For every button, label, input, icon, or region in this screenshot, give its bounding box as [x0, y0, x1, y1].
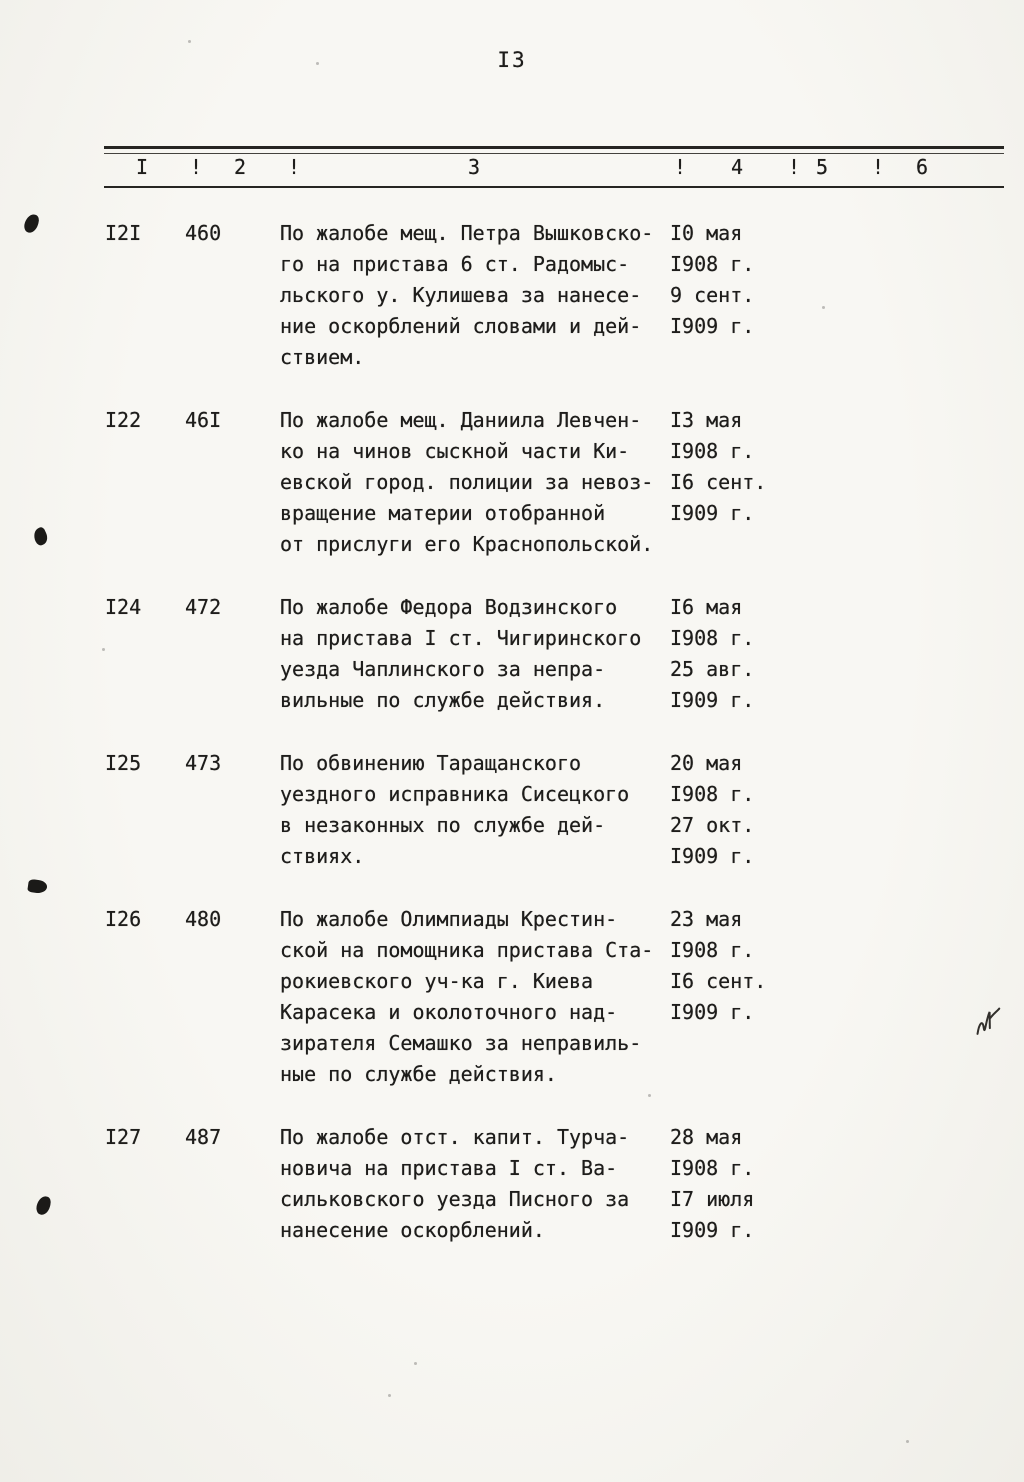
date-line: 20 мая: [670, 751, 743, 775]
header-col-6: 6: [916, 155, 929, 179]
date-line: I6 сент.: [670, 969, 767, 993]
scan-speck: [414, 1362, 417, 1365]
description-line: Карасека и околоточного над-: [280, 1000, 618, 1024]
date-line: 9 сент.: [670, 283, 755, 307]
date-line: 23 мая: [670, 907, 743, 931]
description-line: го на пристава 6 ст. Радомыс-: [280, 252, 630, 276]
entry-description: [280, 218, 670, 373]
description-line: По жалобе мещ. Даниила Левчен-: [280, 408, 642, 432]
entry-number: I24: [105, 595, 142, 619]
entry-file-number: 473: [185, 751, 222, 775]
description-line: вращение материи отобранной: [280, 501, 606, 525]
entry-dates: [670, 904, 890, 1090]
description-line: По жалобе Олимпиады Крестин-: [280, 907, 618, 931]
table-top-rule: [104, 146, 1004, 149]
header-separator: !: [674, 155, 687, 179]
entry-number: I22: [105, 408, 142, 432]
date-line: 27 окт.: [670, 813, 755, 837]
entry-description: [280, 1122, 670, 1246]
table-row: [0, 904, 1024, 1090]
entry-description: [280, 592, 670, 716]
table-row: [0, 592, 1024, 716]
entry-file-number: 460: [185, 221, 222, 245]
date-line: I908 г.: [670, 938, 755, 962]
scan-speck: [388, 1394, 391, 1397]
description-line: уезда Чаплинского за непра-: [280, 657, 606, 681]
description-line: на пристава I ст. Чигиринского: [280, 626, 642, 650]
entry-number: I26: [105, 907, 142, 931]
date-line: I908 г.: [670, 626, 755, 650]
table-body: [0, 218, 1024, 1278]
description-line: ные по службе действия.: [280, 1062, 557, 1086]
page-number: I3: [497, 48, 527, 72]
entry-description: [280, 748, 670, 872]
description-line: рокиевского уч-ка г. Киева: [280, 969, 594, 993]
header-col-3: 3: [468, 155, 481, 179]
entry-number: I2I: [105, 221, 142, 245]
description-line: зирателя Семашко за неправиль-: [280, 1031, 642, 1055]
entry-description: [280, 904, 670, 1090]
entry-number: I27: [105, 1125, 142, 1149]
date-line: I3 мая: [670, 408, 743, 432]
description-line: новича на пристава I ст. Ва-: [280, 1156, 618, 1180]
description-line: По жалобе мещ. Петра Вышковско-: [280, 221, 654, 245]
entry-dates: [670, 218, 890, 373]
description-line: По жалобе отст. капит. Турча-: [280, 1125, 630, 1149]
date-line: I909 г.: [670, 1000, 755, 1024]
description-line: евской город. полиции за невоз-: [280, 470, 654, 494]
header-separator: !: [288, 155, 301, 179]
scan-speck: [648, 1094, 651, 1097]
description-line: ствием.: [280, 345, 365, 369]
description-line: сильковского уезда Писного за: [280, 1187, 630, 1211]
entry-description: [280, 405, 670, 560]
entry-number: I25: [105, 751, 142, 775]
date-line: I908 г.: [670, 252, 755, 276]
header-col-5: 5: [816, 155, 829, 179]
header-col-1: I: [136, 155, 149, 179]
entry-file-number: 472: [185, 595, 222, 619]
description-line: в незаконных по службе дей-: [280, 813, 606, 837]
scan-speck: [188, 40, 191, 43]
date-line: 28 мая: [670, 1125, 743, 1149]
date-line: I908 г.: [670, 1156, 755, 1180]
date-line: I909 г.: [670, 501, 755, 525]
table-row: [0, 1122, 1024, 1246]
description-line: от прислуги его Краснопольской.: [280, 532, 654, 556]
header-separator: !: [872, 155, 885, 179]
description-line: ствиях.: [280, 844, 365, 868]
description-line: ко на чинов сыскной части Ки-: [280, 439, 630, 463]
description-line: вильные по службе действия.: [280, 688, 606, 712]
date-line: 25 авг.: [670, 657, 755, 681]
description-line: льского у. Кулишева за нанесе-: [280, 283, 642, 307]
description-line: ние оскорблений словами и дей-: [280, 314, 642, 338]
date-line: I909 г.: [670, 844, 755, 868]
table-header-rule: [104, 186, 1004, 188]
date-line: I6 сент.: [670, 470, 767, 494]
date-line: I0 мая: [670, 221, 743, 245]
entry-file-number: 46I: [185, 408, 222, 432]
table-row: [0, 748, 1024, 872]
description-line: По обвинению Таращанского: [280, 751, 582, 775]
scan-speck: [316, 62, 319, 65]
date-line: I908 г.: [670, 439, 755, 463]
description-line: уездного исправника Сисецкого: [280, 782, 630, 806]
description-line: ской на помощника пристава Ста-: [280, 938, 654, 962]
entry-dates: [670, 748, 890, 872]
date-line: I909 г.: [670, 688, 755, 712]
description-line: нанесение оскорблений.: [280, 1218, 545, 1242]
entry-file-number: 487: [185, 1125, 222, 1149]
table-row: [0, 405, 1024, 560]
scan-speck: [102, 648, 105, 651]
entry-dates: [670, 1122, 890, 1246]
scan-speck: [906, 1440, 909, 1443]
entry-file-number: 480: [185, 907, 222, 931]
header-separator: !: [788, 155, 801, 179]
entry-dates: [670, 592, 890, 716]
table-top-rule-second: [104, 153, 1004, 154]
table-row: [0, 218, 1024, 373]
date-line: I909 г.: [670, 314, 755, 338]
entry-dates: [670, 405, 890, 560]
scan-speck: [822, 306, 825, 309]
date-line: I908 г.: [670, 782, 755, 806]
date-line: I6 мая: [670, 595, 743, 619]
header-separator: !: [190, 155, 203, 179]
handwritten-mark: [969, 1000, 1010, 1045]
date-line: I909 г.: [670, 1218, 755, 1242]
date-line: I7 июля: [670, 1187, 755, 1211]
header-col-4: 4: [731, 155, 744, 179]
header-col-2: 2: [234, 155, 247, 179]
description-line: По жалобе Федора Водзинского: [280, 595, 618, 619]
